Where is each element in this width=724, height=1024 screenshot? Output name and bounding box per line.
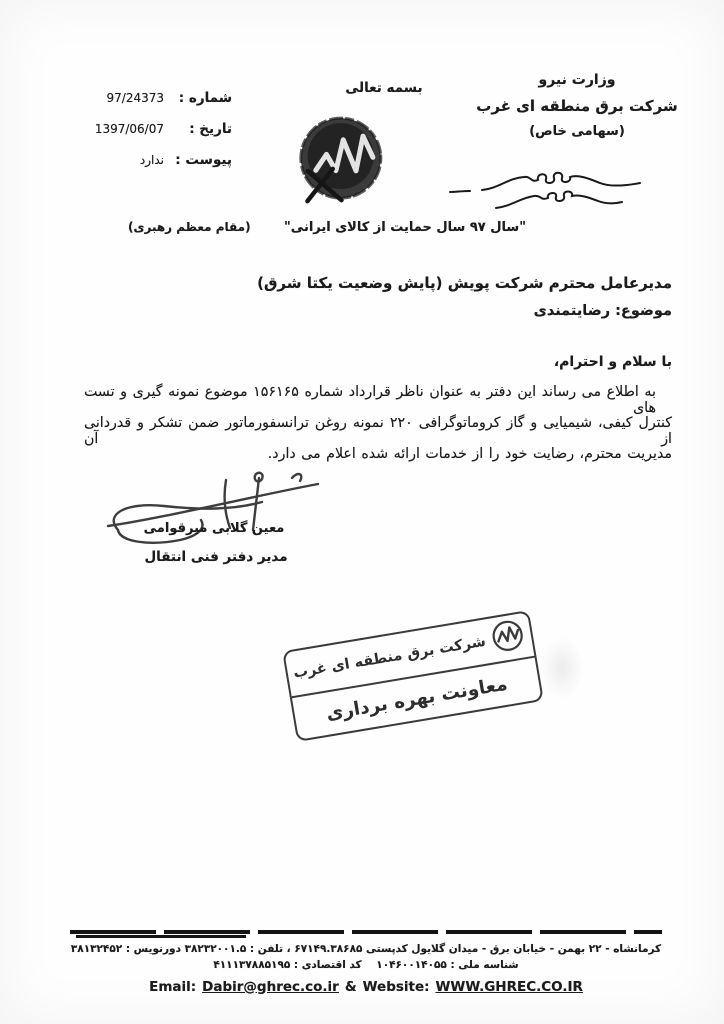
footer-rule-line [70,930,662,934]
number-label: شماره : [178,90,232,106]
electric-wave-logo-icon [488,616,528,659]
subject-line: موضوع: رضایتمندی [533,303,672,319]
date-value: 1397/06/07 [94,122,164,136]
ministry-name: وزارت نیرو [538,72,616,88]
company-type: (سهامی خاص) [529,124,625,139]
attachment-label: پیوست : [175,152,232,168]
slogan-attribution: (مقام معظم رهبری) [128,220,251,234]
ampersand: & [344,978,357,995]
footer-ids-line: شناسه ملی : ۱۰۴۶۰۰۱۴۰۵۵ کد اقتصادی : ۴۱۱۱۳۷۸۸۵۱۹۵ [213,959,519,972]
handwritten-signature-icon [104,468,324,562]
electric-wave-round-stamp-icon [294,106,390,213]
meta-row-number [84,90,232,121]
scan-smudge [540,636,584,700]
footer-address-line: کرمانشاه - ۲۲ بهمن - خیابان برق - میدان گلایول کدپستی ۶۷۱۴۹.۳۸۶۸۵ ، تلفن : ۳۸۲۳۲۰۰۱.۵ دورنویس : ۳۸۱۳۲۴۵۲ [70,943,662,955]
company-name: شرکت برق منطقه ای غرب [476,97,678,115]
date-label: تاریخ : [189,121,232,137]
stamp-company-name: شرکت برق منطقه ای غرب [292,633,487,682]
number-value: 97/24373 [106,91,164,105]
recipient-line: مدیرعامل محترم شرکت پویش (پایش وضعیت یکتا شرق) [257,274,672,292]
stamp-department-name: معاونت بهره برداری [324,673,509,725]
meta-row-date [84,121,232,152]
email-label: Email: [149,978,197,995]
email-address: Dabir@ghrec.co.ir [202,978,339,995]
body-line-2: کنترل کیفی، شیمیایی و گاز کروماتوگرافی ۲۲۰ نمونه روغن ترانسفورماتور ضمن تشکر و قدردانی از آن [84,415,672,447]
letterhead [468,72,686,139]
signatory-title: مدیر دفتر فنی انتقال [144,549,288,565]
website-address: WWW.GHREC.CO.IR [435,978,583,995]
body-line-1: به اطلاع می رساند این دفتر به عنوان ناظر قرارداد شماره ۱۵۶۱۶۵ موضوع نمونه گیری و تست های [84,384,656,416]
signatory-name: معین گلابی میرقوامی [143,521,285,536]
meta-row-attachment [84,152,232,183]
footer-rule-line-short [76,935,246,938]
department-stamp [282,610,544,742]
body-line-3: مدیریت محترم، رضایت خود را از خدمات ارائه شده اعلام می دارد. [267,446,672,462]
squiggle-flourish-icon [448,168,648,222]
year-slogan [128,220,526,235]
slogan-text: "سال ۹۷ سال حمایت از کالای ایرانی" [284,220,526,235]
salutation: با سلام و احترام، [553,354,672,370]
attachment-value: ندارد [139,153,164,167]
footer-block [66,930,666,995]
footer-contact-line [66,979,666,995]
bismillah-text: بسمه تعالی [345,80,423,96]
letter-meta-block [84,90,232,183]
website-label: Website: [362,978,430,995]
